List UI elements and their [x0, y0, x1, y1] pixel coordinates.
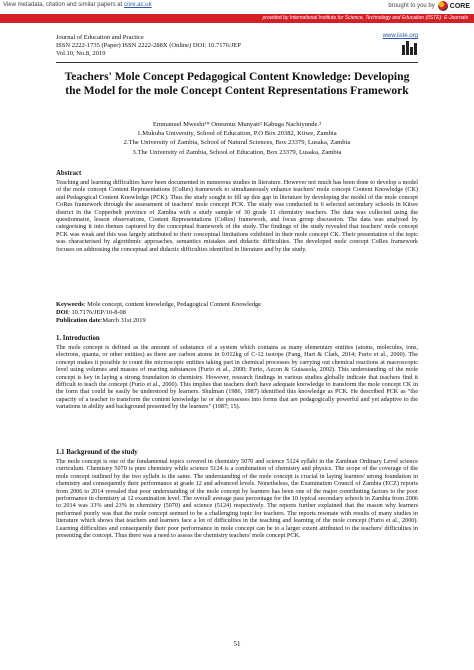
keywords-line — [56, 301, 418, 309]
metadata-text: View metadata, citation and similar papers at — [3, 2, 123, 8]
iiste-logo-icon — [402, 41, 418, 55]
intro-body — [56, 344, 418, 411]
journal-info — [56, 34, 241, 58]
core-brand-text: CORE — [449, 2, 470, 10]
abstract-text: Teaching and learning difficulties have been documented in numerous studies in literature. However not much has been done to develop a model of the mole concept Content Representations (CoRes) framework to simultaneously enhance teachers' mole concept Content Knowledge (CK) and Pedagogical Content Knowledge (PCK). Thus the study sought to fill up this gap in literature by developing the model of the mole concept CoRes framework through the assessment of teachers' mole concept PCK. The study was conducted in 6 selected secondary schools in Kitwe district in the Copperbelt province of Zambia with a study sample of 30 grade 11 chemistry teachers. The data was collected using the questionnaire, lesson observations, Content Representations (CoRes) framework, and focus group discussion. The data was analysed by categorising it into themes captured by the conceptual framework of the study. The findings of the study revealed that teachers' mole concept PCK was weak and this was largely attributed to their conceptual limitations exhibited in their mole concept CK. Their presentation of the topic was characterised by algorithmic approaches, semantics mistakes and didactic difficulties. The developed mole concept CoRes framework focuses on addressing the conceptual and didactic difficulties identified in literature and by the study. — [56, 179, 418, 253]
background-body — [56, 458, 418, 539]
doi-label: DOI — [56, 309, 69, 316]
provider-text: provided by International Institute for Science, Technology and Education (IISTE): E-Journals — [262, 15, 468, 21]
journal-name: Journal of Education and Practice — [56, 34, 144, 41]
doi-line — [56, 309, 418, 317]
pubdate-label: Publication date — [56, 317, 101, 324]
intro-heading: 1. Introduction — [56, 335, 100, 342]
affiliation-1: 1.Mukuba University, School of Education, P.O Box 20382, Kitwe, Zambia — [137, 130, 337, 138]
affiliation-3: 3.The University of Zambia, School of Education, Box 23379, Lusaka, Zambia — [132, 148, 342, 156]
doi-value: : 10.7176/JEP/10-8-08 — [68, 309, 126, 316]
journal-issn: ISSN 2222-1735 (Paper) ISSN 2222-288X (Online) DOI: 10.7176/JEP — [56, 42, 241, 49]
core-link[interactable]: core.ac.uk — [123, 2, 152, 8]
author-block — [56, 120, 418, 157]
journal-logo-block — [383, 33, 418, 60]
core-logo-icon — [438, 1, 448, 11]
core-metadata-line — [3, 2, 152, 8]
abstract-body — [56, 179, 418, 253]
author-names: Emmanuel Mweshi¹* Onesmus Munyati² Kabuga Nachiyunde.³ — [152, 121, 322, 128]
abstract-heading: Abstract — [56, 170, 82, 177]
paper-title: Teachers' Mole Concept Pedagogical Content Knowledge: Developing the Model for the mole Concept Content Representations Framework — [64, 70, 410, 97]
core-topbar — [0, 0, 474, 14]
affiliation-2: 2.The University of Zambia, School of Natural Sciences, Box 23379, Lusaka, Zambia — [123, 139, 351, 147]
core-brand[interactable] — [388, 1, 470, 11]
background-text: The mole concept is one of the fundamental topics covered in chemistry 5070 and science 5124 syllabi in the Zambian Ordinary Level science curriculum. Chemistry 5070 is pure chemistry while science 5124 is a combination of chemistry and physics. The scope of the coverage of the mole concept outlined by the two syllabi is the same. The understanding of the mole concept is crucial in laying learners' strong foundation in chemistry and consequently their performance at grade 12 and advanced levels. Nonetheless, the Examination Council of Zambia (ECZ) reports from 2006 to 2014 revealed that poor understanding of the mole concept by learners has been one of the major contributing factors to the poor performance in chemistry at 12 examination level. The overall average pass percentage for the 10 typical secondary schools in Zambia from 2006 to 2014 was 33% and 23% in chemistry (5070) and science (5124) respectively. The reports further explained that the reason why learners performed poorly was that the mole concept seemed to be a challenging topic for teachers. The reports resonate with results of many studies in literature which shows that teachers and learners face a lot of difficulties in the teaching and learning of the mole concept (Furio et al., 2000). Learning difficulties and consequently their poor performance in mole concept can be to a larger extent attributed to the teachers' difficulties in presenting the concept. Thus there was a need to assess the chemistry teachers' mole concept PCK. — [56, 458, 418, 540]
header-divider — [56, 62, 418, 63]
pubdate-value: :March 31st 2019 — [100, 317, 146, 324]
background-heading: 1.1 Background of the study — [56, 449, 138, 456]
journal-url[interactable]: www.iiste.org — [382, 33, 418, 39]
pubdate-line — [56, 317, 418, 325]
brought-by-text: brought to you by — [388, 3, 435, 9]
journal-volume: Vol.10, No.8, 2019 — [56, 50, 106, 57]
core-badge — [438, 1, 470, 11]
intro-text: The mole concept is defined as the amount of substance of a system which contains as many elementary entities (atoms, molecules, ions, electrons, quanta, or other entities) as there are carbon atoms in 0.012kg of C-12 isotope (Fang, Hart & Clark, 2014; Furio et al., 2000). The concept makes it possible to count the microscopic entities taking part in chemical processes by carrying out chemical reactions at macroscopic level using volumes and masses of reacting substances (Furio et al., 2000; Furio, Azcon & Guisasola, 2002). This understanding of the mole concept is key in laying a strong foundation in chemistry. However, research findings in various studies globally indicate that teachers find it difficult to teach the concept (Furio et al., 2000). This implies that teachers don't have adequate knowledge to transform the mole concept CK in the form that could be easily be understood by learners. Shulman (1986, 1987) identified this knowledge as PCK. He described PCK as "the capacity of a teacher to transform the content knowledge he or she possesses into forms that are pedagogically powerful and yet adaptive to the variations in ability and background presented by the learners" (1987; 15). — [56, 344, 418, 411]
provider-band — [0, 14, 474, 23]
keywords-value: : Mole concept, content knowledge, Pedagogical Content Knowledge — [83, 301, 261, 308]
page-number: 51 — [233, 640, 241, 648]
keywords-label: Keywords — [56, 301, 84, 308]
